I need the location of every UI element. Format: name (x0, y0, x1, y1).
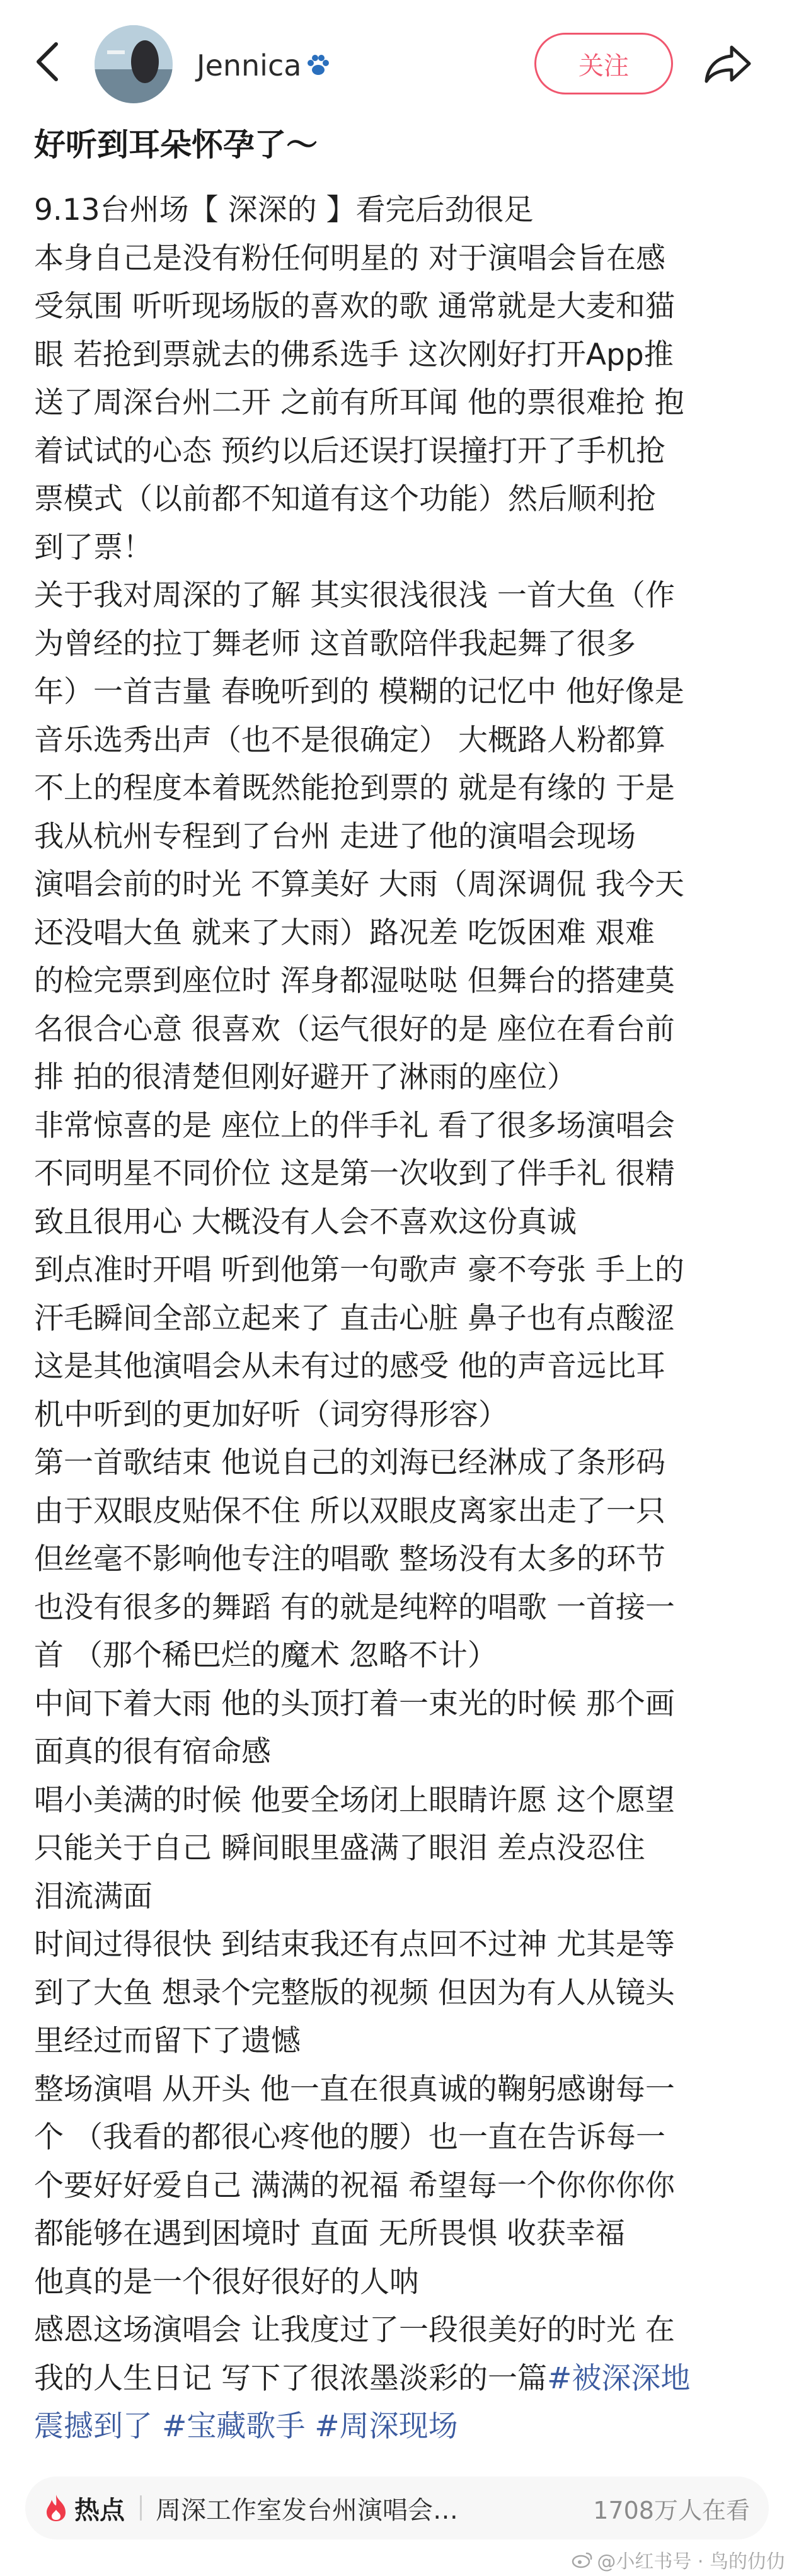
body-line: 年）一首吉量 春晚听到的 模糊的记忆中 他好像是 (34, 675, 684, 709)
body-line: 第一首歌结束 他说自己的刘海已经淋成了条形码 (34, 1445, 665, 1480)
hot-topic-bar[interactable] (25, 2476, 769, 2539)
body-line-with-tag (34, 2355, 765, 2403)
hashtag-link[interactable]: #周深现场 (314, 2409, 458, 2444)
body-line: 汗毛瞬间全部立起来了 直击心脏 鼻子也有点酸涩 (34, 1301, 675, 1336)
avatar[interactable] (95, 25, 173, 103)
body-line: 唱小美满的时候 他要全场闭上眼睛许愿 这个愿望 (34, 1782, 675, 1818)
body-line: 机中听到的更加好听（词穷得形容） (34, 1397, 508, 1432)
flame-icon (44, 2493, 68, 2522)
hashtag-link-part-a[interactable]: #被深深地 (546, 2361, 691, 2396)
hot-topic-title[interactable]: 周深工作室发台州演唱会… (156, 2495, 458, 2525)
body-text: 我的人生日记 写下了很浓墨淡彩的一篇 (34, 2361, 547, 2396)
body-line: 到点准时开唱 听到他第一句歌声 豪不夸张 手上的 (34, 1253, 684, 1287)
body-line: 不上的程度本着既然能抢到票的 就是有缘的 于是 (34, 771, 675, 806)
hot-viewer-count: 1708万人在看 (593, 2496, 750, 2524)
body-line: 时间过得很快 到结束我还有点回不过神 尤其是等 (34, 1927, 675, 1962)
username-label: Jennica (197, 48, 302, 83)
hashtag-link-part-b[interactable]: 震撼到了 (34, 2409, 152, 2444)
body-line: 由于双眼皮贴保不住 所以双眼皮离家出走了一只 (34, 1493, 665, 1529)
watermark (572, 2546, 785, 2573)
hot-label: 热点 (74, 2495, 125, 2525)
body-line: 个要好好爱自己 满满的祝福 希望每一个你你你你 (34, 2168, 675, 2203)
share-icon (703, 43, 753, 86)
body-line: 也没有很多的舞蹈 有的就是纯粹的唱歌 一首接一 (34, 1590, 675, 1625)
body-line: 关于我对周深的了解 其实很浅很浅 一首大鱼（作 (34, 578, 675, 613)
hashtag-link[interactable]: #宝藏歌手 (161, 2409, 306, 2444)
body-line: 面真的很有宿命感 (34, 1735, 271, 1769)
body-line: 票模式（以前都不知道有这个功能）然后顺利抢 (34, 482, 656, 516)
body-line: 9.13台州场【 深深的 】看完后劲很足 (34, 193, 534, 227)
body-line: 到了大鱼 想录个完整版的视频 但因为有人从镜头 (34, 1975, 675, 2010)
body-line: 到了票！ (34, 530, 152, 565)
body-line: 演唱会前的时光 不算美好 大雨（周深调侃 我今天 (34, 867, 684, 902)
body-line: 这是其他演唱会从未有过的感受 他的声音远比耳 (34, 1349, 665, 1384)
body-line: 中间下着大雨 他的头顶打着一束光的时候 那个画 (34, 1686, 675, 1721)
top-bar (0, 0, 794, 126)
post-title: 好听到耳朵怀孕了～ (34, 127, 318, 163)
username[interactable] (197, 40, 331, 91)
body-line: 我从杭州专程到了台州 走进了他的演唱会现场 (34, 819, 636, 854)
divider (140, 2495, 142, 2521)
body-line: 的检完票到座位时 浑身都湿哒哒 但舞台的搭建莫 (34, 964, 675, 998)
body-line: 都能够在遇到困境时 直面 无所畏惧 收获幸福 (34, 2216, 625, 2251)
body-line: 非常惊喜的是 座位上的伴手礼 看了很多场演唱会 (34, 1108, 675, 1143)
watermark-text: @小红书号 · 鸟的仂仂 (597, 2551, 785, 2573)
chevron-left-icon (35, 42, 60, 84)
body-line: 送了周深台州二开 之前有所耳闻 他的票很难抢 抱 (34, 385, 684, 420)
body-line: 着试试的心态 预约以后还误打误撞打开了手机抢 (34, 433, 665, 469)
body-line: 他真的是一个很好很好的人呐 (34, 2264, 419, 2300)
body-line: 首 （那个稀巴烂的魔术 忽略不计） (34, 1638, 497, 1673)
paw-icon (305, 52, 331, 79)
body-line: 受氛围 听听现场版的喜欢的歌 通常就是大麦和猫 (34, 289, 675, 324)
share-button[interactable] (696, 37, 759, 93)
body-line: 本身自己是没有粉任何明星的 对于演唱会旨在感 (34, 241, 665, 276)
body-line: 整场演唱 从开头 他一直在很真诚的鞠躬感谢每一 (34, 2072, 675, 2107)
post-body (34, 186, 765, 2451)
body-line: 只能关于自己 瞬间眼里盛满了眼泪 差点没忍住 (34, 1831, 645, 1866)
body-line: 不同明星不同价位 这是第一次收到了伴手礼 很精 (34, 1156, 675, 1191)
body-line: 致且很用心 大概没有人会不喜欢这份真诚 (34, 1204, 577, 1240)
body-line: 排 拍的很清楚但刚好避开了淋雨的座位） (34, 1060, 577, 1095)
body-line: 但丝毫不影响他专注的唱歌 整场没有太多的环节 (34, 1542, 665, 1576)
body-line: 眼 若抢到票就去的佛系选手 这次刚好打开App推 (34, 337, 674, 372)
body-line: 名很合心意 很喜欢（运气很好的是 座位在看台前 (34, 1012, 675, 1047)
follow-button[interactable]: 关注 (534, 33, 673, 94)
body-line: 还没唱大鱼 就来了大雨）路况差 吃饭困难 艰难 (34, 915, 655, 950)
body-line: 个 （我看的都很心疼他的腰）也一直在告诉每一 (34, 2120, 665, 2155)
body-line: 里经过而留下了遗憾 (34, 2024, 301, 2058)
body-line-tags (34, 2403, 765, 2451)
body-line: 泪流满面 (34, 1879, 152, 1914)
body-line: 为曾经的拉丁舞老师 这首歌陪伴我起舞了很多 (34, 626, 636, 661)
weibo-logo-icon (572, 2551, 593, 2568)
body-line: 感恩这场演唱会 让我度过了一段很美好的时光 在 (34, 2313, 675, 2347)
back-button[interactable] (25, 38, 69, 88)
body-line: 音乐选秀出声（也不是很确定） 大概路人粉都算 (34, 722, 665, 758)
